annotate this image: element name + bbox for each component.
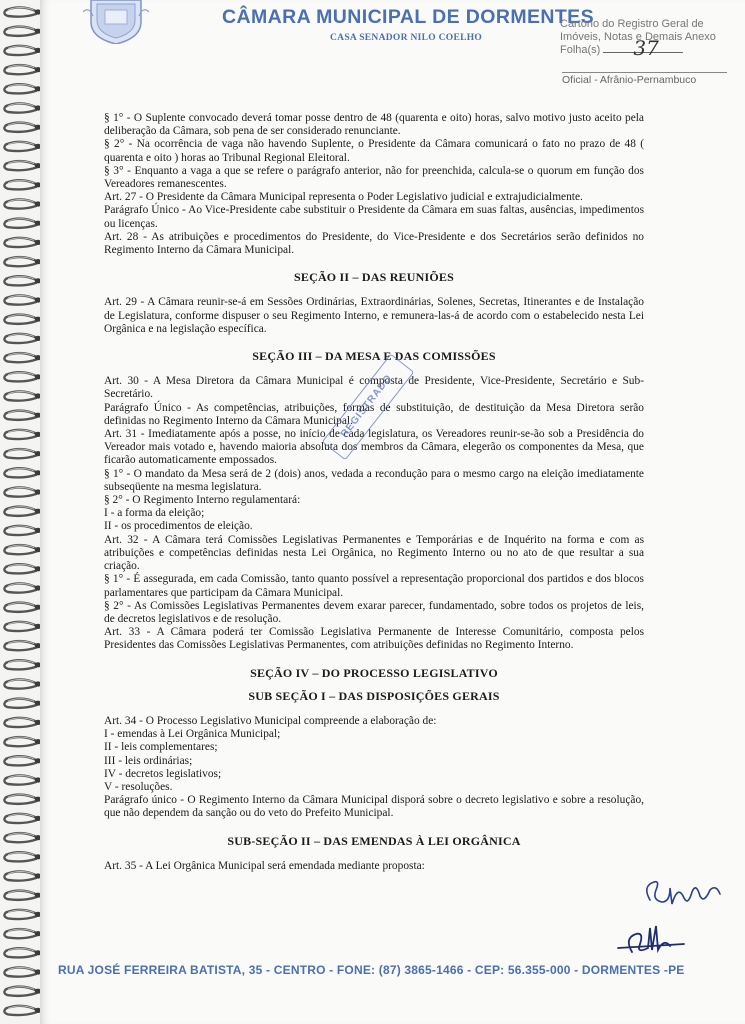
spiral-ring [4, 833, 41, 842]
spiral-ring [4, 84, 41, 93]
paragraph: § 1° - O Suplente convocado deverá tomar posse dentro de 48 (quarenta e oito) horas, salvo motivo justo aceito pela deliberação da Câmara, sob pena de ser considerado renunciante. [104, 112, 644, 138]
footer-address: RUA JOSÉ FERREIRA BATISTA, 35 - CENTRO - FONE: (87) 3865-1466 - CEP: 56.355-000 - DORMENTES -PE [58, 963, 685, 977]
paragraph: § 2° - Na ocorrência de vaga não havendo Suplente, o Presidente da Câmara comunicará o fato no prazo de 48 ( quarenta e oito ) horas ao Tribunal Regional Eleitoral. [104, 138, 644, 164]
spiral-ring [4, 756, 41, 765]
section-2-heading: SEÇÃO II – DAS REUNIÕES [294, 270, 454, 285]
spiral-ring [4, 775, 41, 784]
paragraph: Parágrafo Único - Ao Vice-Presidente cabe substituir o Presidente da Câmara em suas faltas, ausências, impedimentos ou licenças. [104, 204, 644, 230]
spiral-ring [4, 142, 41, 151]
spiral-ring [4, 46, 41, 55]
spiral-ring [4, 564, 41, 573]
spiral-ring [4, 699, 41, 708]
spiral-ring [4, 315, 41, 324]
paragraph: Parágrafo único - O Regimento Interno da Câmara Municipal disporá sobre o decreto legislativo e sobre a resolução, que não dependem da sanção ou do veto do Prefeito Municipal. [104, 794, 644, 820]
paragraph: III - leis ordinárias; [104, 754, 193, 767]
paragraph: Art. 33 - A Câmara poderá ter Comissão Legislativa Permanente de Interesse Comunitário, composta pelos Presidentes das Comissões Legislativas Permanentes, com atribuições definidas no Regimento Interno. [104, 626, 644, 652]
paragraph: Art. 35 - A Lei Orgânica Municipal será emendada mediante proposta: [104, 859, 425, 872]
paragraph: § 1° - É assegurada, em cada Comissão, tanto quanto possível a representação proporcional dos partidos e dos blocos parlamentares que participam da Câmara Municipal. [104, 573, 644, 599]
section-3-heading: SEÇÃO III – DA MESA E DAS COMISSÕES [252, 349, 496, 364]
section-4-heading: SEÇÃO IV – DO PROCESSO LEGISLATIVO [250, 665, 498, 680]
registry-stamp [560, 18, 730, 86]
paragraph: Art. 28 - As atribuições e procedimentos do Presidente, do Vice-Presidente e dos Secretários serão definidos no Regimento Interno da Câmara Municipal. [104, 230, 644, 257]
paragraph: Art. 31 - Imediatamente após a posse, no início de cada legislatura, os Vereadores reunir-se-ão sob a Presidência do Vereador mais votado e, havendo maioria absoluta dos membros da Câmara, elegerão os componentes da Mesa, que ficarão automaticamente empossados. [104, 428, 644, 467]
section-4-paragraphs [104, 715, 644, 821]
paragraph: Art. 30 - A Mesa Diretora da Câmara Municipal é composta de Presidente, Vice-Presidente, Secretário e Sub-Secretário. [104, 375, 644, 401]
registry-line-2: Imóveis, Notas e Demais Anexo [560, 31, 716, 43]
signature-mark-1 [640, 876, 730, 917]
section-4-subheading: SUB SEÇÃO I – DAS DISPOSIÇÕES GERAIS [248, 688, 500, 703]
spiral-ring [4, 603, 41, 612]
spiral-ring [4, 967, 41, 976]
municipal-crest-icon [83, 0, 149, 44]
spiral-ring [4, 180, 41, 189]
paragraph: I - emendas à Lei Orgânica Municipal; [104, 728, 281, 741]
spiral-ring [4, 871, 41, 880]
spiral-ring [4, 295, 41, 304]
spiral-ring [4, 468, 41, 477]
spiral-ring [4, 718, 41, 727]
spiral-ring [4, 257, 41, 266]
paragraph: Art. 29 - A Câmara reunir-se-á em Sessões Ordinárias, Extraordinárias, Solenes, Secretas, Itinerantes e de Instalação de Legislatura, conforme dispuser o seu Regimento Interno, e remunera-las-á de acordo com o estabelecido nesta Lei Orgânica e na legislação específica. [104, 296, 644, 335]
spiral-ring [4, 219, 41, 228]
subsection-2-heading: SUB-SEÇÃO II – DAS EMENDAS À LEI ORGÂNICA [227, 833, 521, 848]
spiral-ring [4, 411, 41, 420]
spiral-ring [4, 929, 41, 938]
spiral-ring [4, 123, 41, 132]
paragraph: Art. 34 - O Processo Legislativo Municipal compreende a elaboração de: [104, 714, 437, 727]
spiral-ring [4, 891, 41, 900]
paragraph: II - leis complementares; [104, 741, 218, 754]
spiral-ring [4, 737, 41, 746]
paragraph: II - os procedimentos de eleição. [104, 520, 253, 533]
registry-oficial: Oficial - Afrânio-Pernambuco [562, 72, 727, 87]
spiral-ring [4, 583, 41, 592]
paragraph: § 2° - As Comissões Legislativas Permanentes devem exarar parecer, fundamentado, sobre todos os projetos de leis, de decretos legislativos e de resolução. [104, 599, 644, 625]
registry-line-1: Cartório do Registro Geral de [560, 18, 704, 30]
spiral-ring [4, 795, 41, 804]
spiral-ring [4, 199, 41, 208]
paragraph: Art. 32 - A Câmara terá Comissões Legislativas Permanentes e Temporárias e de Inquérito na forma e com as atribuições e competências definidas nesta Lei Orgânica, no Regimento Interno ou no ato de que resultar a sua criação. [104, 533, 644, 573]
spiral-ring [4, 238, 41, 247]
header-subtitle: CASA SENADOR NILO COELHO [330, 33, 483, 43]
spiral-ring [4, 430, 41, 439]
spiral-ring [4, 852, 41, 861]
folha-number: 37 [633, 36, 659, 60]
spiral-ring [4, 507, 41, 516]
spiral-ring [4, 161, 41, 170]
spiral-ring [4, 103, 41, 112]
spiral-ring [4, 641, 41, 650]
spiral-ring [4, 353, 41, 362]
spiral-ring [4, 372, 41, 381]
spiral-ring [4, 679, 41, 688]
spiral-ring [4, 334, 41, 343]
spiral-ring [4, 910, 41, 919]
header-title: CÂMARA MUNICIPAL DE DORMENTES [222, 6, 594, 28]
spiral-ring [4, 1006, 41, 1015]
paragraph: § 2° - O Regimento Interno regulamentará: [104, 494, 301, 507]
spiral-ring [4, 391, 41, 400]
folha-field [603, 36, 683, 60]
spiral-ring [4, 487, 41, 496]
signature-mark-2 [614, 924, 694, 963]
spiral-ring [4, 622, 41, 631]
spiral-ring [4, 545, 41, 554]
folha-label: Folha(s) [560, 44, 601, 56]
section-2-paragraphs [104, 296, 644, 336]
spiral-ring [4, 27, 41, 36]
registered-stamp: REGISTRADO [322, 354, 415, 461]
paragraph: § 3° - Enquanto a vaga a que se refere o parágrafo anterior, não for preenchida, calcula-se o quorum em função dos Vereadores remanescentes. [104, 164, 644, 191]
paragraph: I - a forma da eleição; [104, 507, 205, 520]
paragraph: IV - decretos legislativos; [104, 767, 222, 780]
paragraph: § 1° - O mandato da Mesa será de 2 (dois) anos, vedada a recondução para o mesmo cargo na eleição imediatamente subseqüente na mesma legislatura. [104, 467, 644, 493]
paragraph: Art. 27 - O Presidente da Câmara Municipal representa o Poder Legislativo judicial e extrajudicialmente. [104, 191, 583, 204]
paragraph: Parágrafo Único - As competências, atribuições, formas de substituição, de destituição da Mesa Diretora serão definidas no Regimento Interno da Câmara Municipal. [104, 401, 644, 427]
paragraphs-top [104, 112, 644, 257]
subsection-2-paragraphs [104, 860, 644, 873]
paragraph: V - resoluções. [104, 780, 173, 793]
spiral-ring [4, 449, 41, 458]
spiral-ring [4, 276, 41, 285]
document-body [104, 112, 644, 873]
spiral-ring [4, 660, 41, 669]
spiral-ring [4, 526, 41, 535]
spiral-ring [4, 7, 41, 16]
spiral-ring [4, 948, 41, 957]
spiral-ring [4, 65, 41, 74]
spiral-ring [4, 987, 41, 996]
spiral-ring [4, 814, 41, 823]
